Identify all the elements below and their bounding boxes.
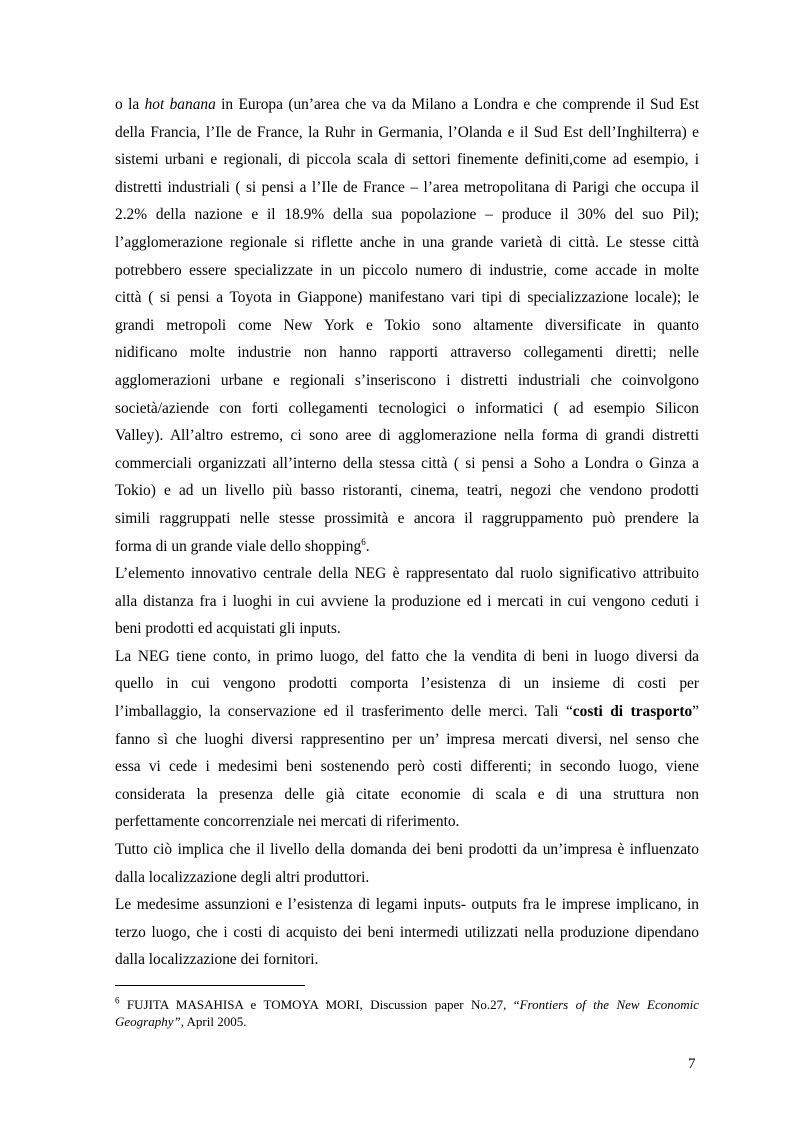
text-line: essa vi cede i medesimi beni sostenendo però costi differenti; in secondo luogo, viene bbox=[115, 758, 699, 776]
text-segment: . bbox=[365, 537, 370, 555]
text-line: dalla localizzazione degli altri produttori. bbox=[115, 868, 370, 886]
text-line: della Francia, l’Ile de France, la Ruhr in Germania, l’Olanda e il Sud Est dell’Inghilterra) e bbox=[115, 123, 699, 141]
text-line: Tutto ciò implica che il livello della domanda dei beni prodotti da un’impresa è influenzato bbox=[115, 841, 699, 859]
text-line: città ( si pensi a Toyota in Giappone) manifestano vari tipi di specializzazione locale); le bbox=[115, 289, 699, 307]
text-line: L’elemento innovativo centrale della NEG è rappresentato dal ruolo significativo attribuito bbox=[115, 565, 699, 583]
footnote-mark: 6 bbox=[115, 995, 120, 1006]
text-line: simili raggruppati nelle stesse prossimità e ancora il raggruppamento può prendere la bbox=[115, 509, 699, 527]
emphasis-text: hot banana bbox=[144, 96, 216, 113]
text-line: grandi metropoli come New York e Tokio sono altamente diversificate in quanto bbox=[115, 316, 699, 334]
text-line: l’agglomerazione regionale si riflette anche in una grande varietà di città. Le stesse città bbox=[115, 233, 699, 251]
text-line bbox=[115, 533, 699, 561]
footnote-separator bbox=[115, 985, 305, 986]
text-line: fanno sì che luoghi diversi rappresentino per un’ impresa mercati diversi, nel senso che bbox=[115, 730, 699, 748]
text-line: potrebbero essere specializzate in un piccolo numero di industrie, come accade in molte bbox=[115, 261, 699, 279]
text-line: Tokio) e ad un livello più basso ristoranti, cinema, teatri, negozi che vendono prodotti bbox=[115, 482, 699, 500]
text-segment: forma di un grande viale dello shopping bbox=[115, 537, 362, 555]
text-segment: in Europa (un’area che va da Milano a Londra e che comprende il Sud Est bbox=[215, 96, 699, 113]
text-line: perfettamente concorrenziale nei mercati di riferimento. bbox=[115, 813, 460, 831]
footnote-line-1: $^6$ FUJITA MASAHISA e TOMOYA MORI, Discussion paper No.27, “Frontiers of the New Economic bbox=[115, 995, 699, 1012]
text-line: terzo luogo, che i costi di acquisto dei beni intermedi utilizzati nella produzione dipendano bbox=[115, 923, 699, 941]
footnote bbox=[115, 996, 699, 1030]
footnote-reference: 6 bbox=[361, 536, 366, 547]
text-segment: ” bbox=[692, 703, 699, 721]
text-line: beni prodotti ed acquistati gli inputs. bbox=[115, 620, 341, 638]
text-line: commerciali organizzati all’interno della stessa città ( si pensi a Soho a Londra o Ginza a bbox=[115, 454, 699, 472]
text-line: nidificano molte industrie non hanno rapporti attraverso collegamenti diretti; nelle bbox=[115, 344, 699, 362]
text-line: Le medesime assunzioni e l’esistenza di legami inputs- outputs fra le imprese implicano, in bbox=[115, 896, 699, 914]
text-segment: o la bbox=[115, 96, 145, 113]
text-line: considerata la presenza delle già citate economie di scala e di una struttura non bbox=[115, 785, 699, 803]
text-line: quello in cui vengono prodotti comporta l’esistenza di un insieme di costi per bbox=[115, 675, 699, 693]
text-line bbox=[115, 91, 699, 119]
text-line: distretti industriali ( si pensi a l’Ile de France – l’area metropolitana di Parigi che occupa il bbox=[115, 178, 699, 196]
text-line: dalla localizzazione dei fornitori. bbox=[115, 951, 319, 969]
text-line: agglomerazioni urbane e regionali s’inseriscono i distretti industriali che coinvolgono bbox=[115, 371, 699, 389]
text-line bbox=[115, 698, 699, 726]
footnote-line-2: Geography”, April 2005. bbox=[115, 1014, 247, 1029]
body-text bbox=[115, 91, 699, 974]
page-number: 7 bbox=[688, 1056, 696, 1072]
text-segment: l’imballaggio, la conservazione ed il trasferimento delle merci. Tali “ bbox=[115, 703, 573, 721]
bold-text: costi di trasporto bbox=[572, 703, 693, 721]
text-line: società/aziende con forti collegamenti tecnologici o informatici ( ad esempio Silicon bbox=[115, 399, 699, 417]
text-line: alla distanza fra i luoghi in cui avviene la produzione ed i mercati in cui vengono ceduti i bbox=[115, 592, 699, 610]
text-line: Valley). All’altro estremo, ci sono aree di agglomerazione nella forma di grandi distretti bbox=[115, 427, 699, 445]
text-line: sistemi urbani e regionali, di piccola scala di settori finemente definiti,come ad esempio, i bbox=[115, 151, 699, 169]
text-line: La NEG tiene conto, in primo luogo, del fatto che la vendita di beni in luogo diversi da bbox=[115, 647, 699, 665]
text-line: 2.2% della nazione e il 18.9% della sua popolazione – produce il 30% del suo Pil); bbox=[115, 206, 699, 224]
